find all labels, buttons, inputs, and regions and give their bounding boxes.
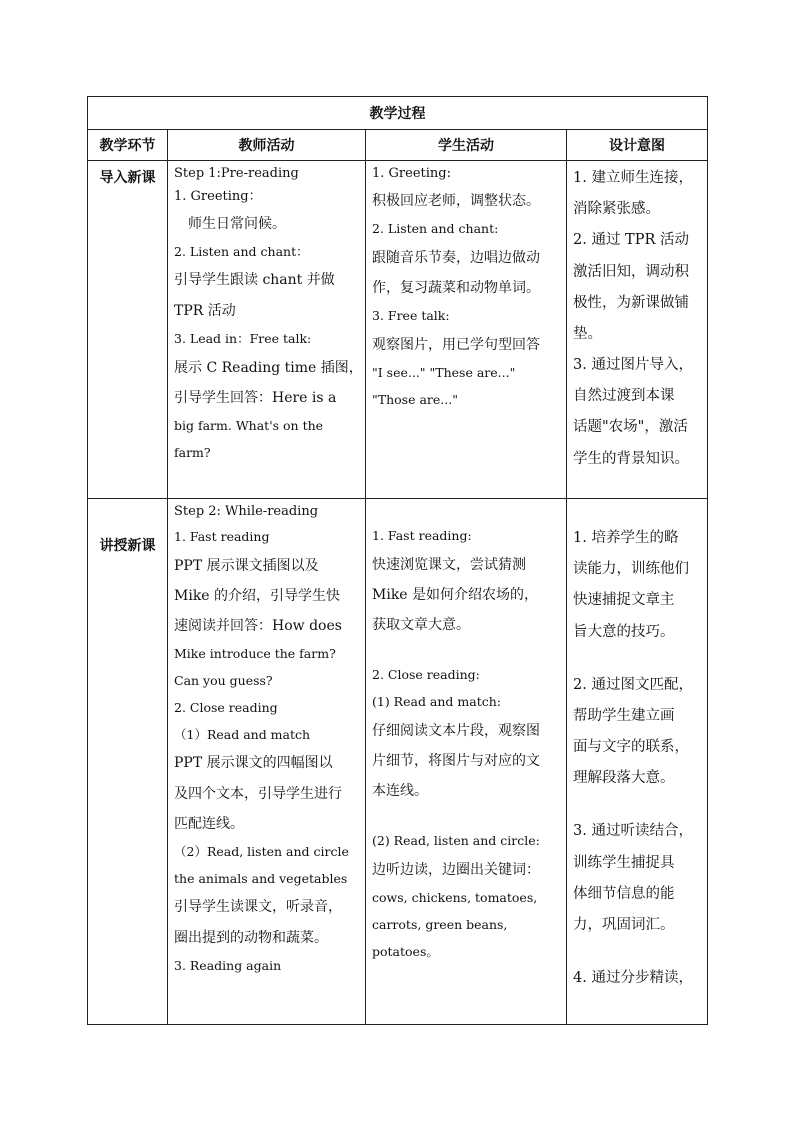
text-line: PPT 展示课文的四幅图以 (174, 755, 333, 772)
text-line: 引导学生读课文，听录音， (174, 899, 342, 916)
text-line: 跟随音乐节奏，边唱边做动 (372, 249, 540, 266)
text-line: 3. Free talk: (372, 307, 450, 323)
text-line: 2. 通过图文匹配， (573, 676, 693, 693)
text-line: 引导学生回答：Here is a (174, 389, 337, 406)
text-line: Mike 的介绍，引导学生快 (174, 587, 341, 604)
text-line: 圈出提到的动物和蔬菜。 (174, 929, 328, 946)
text-line: 话题"农场"，激活 (573, 419, 688, 436)
text-line: 1. Fast reading: (372, 528, 472, 543)
text-line: carrots, green beans, (372, 917, 508, 933)
text-line: 匹配连线。 (174, 815, 244, 832)
text-line: potatoes。 (372, 943, 439, 959)
text-line: 读能力，训练他们 (573, 561, 689, 578)
text-line: 1. Greeting: (372, 166, 451, 181)
spacer (573, 648, 701, 670)
text-line: 2. 通过 TPR 活动 (573, 232, 690, 249)
text-line: "I see..." "These are..." (372, 364, 516, 380)
text-line: 边听边读，边圈出关键词： (372, 862, 540, 879)
text-line: 2. Listen and chant: (372, 220, 499, 236)
text-line: 3. 通过听读结合， (573, 823, 693, 840)
text-line: 3. Reading again (174, 957, 282, 973)
text-line: 积极回应老师，调整状态。 (372, 192, 540, 209)
text-line: 作，复习蔬菜和动物单词。 (372, 279, 540, 296)
table-title: 教学过程 (88, 97, 708, 130)
text-line: 力，巩固词汇。 (573, 916, 675, 933)
spacer (372, 806, 560, 828)
text-line: （2）Read, listen and circle (174, 843, 349, 859)
spacer (372, 501, 560, 523)
text-line: 观察图片，用已学句型回答 (372, 336, 540, 353)
teacher-activity-cell (168, 499, 366, 1025)
text-line: cows, chickens, tomatoes, (372, 890, 538, 906)
stage-cell: 导入新课 (88, 161, 168, 499)
text-line: 4. 通过分步精读， (573, 970, 693, 987)
table-row (88, 499, 708, 1025)
text-line: Mike introduce the farm? (174, 645, 336, 661)
text-line: 速阅读并回答：How does (174, 617, 342, 634)
text-line: 1. 建立师生连接， (573, 170, 693, 186)
lesson-process-table (87, 96, 708, 1025)
text-line: 训练学生捕捉具 (573, 854, 675, 871)
text-line: PPT 展示课文插图以及 (174, 557, 319, 574)
text-line: 体细节信息的能 (573, 885, 675, 902)
text-line: 1. 培养学生的略 (573, 530, 679, 546)
text-line: 2. Listen and chant： (174, 243, 309, 259)
text-line: 展示 C Reading time 插图， (174, 359, 363, 376)
design-intent-cell (567, 499, 708, 1025)
text-line: 旨大意的技巧。 (573, 623, 675, 640)
text-line: 激活旧知，调动积 (573, 263, 689, 280)
text-line: 3. 通过图片导入， (573, 357, 693, 374)
student-activity-cell (366, 499, 567, 1025)
text-line: 片细节，将图片与对应的文 (372, 753, 540, 769)
text-line: farm? (174, 444, 211, 460)
text-line: 获取文章大意。 (372, 617, 470, 634)
text-line: 及四个文本，引导学生进行 (174, 785, 342, 802)
text-line: "Those are..." (372, 391, 458, 407)
text-line: big farm. What's on the (174, 417, 324, 433)
header-design-intent: 设计意图 (567, 130, 708, 161)
text-line: 帮助学生建立画 (573, 707, 675, 724)
text-line: Step 2: While-reading (174, 504, 319, 519)
text-line: 3. Lead in：Free talk: (174, 330, 312, 346)
text-line: 1. Fast reading (174, 528, 270, 544)
text-line: 快速浏览课文，尝试猜测 (372, 556, 526, 573)
text-line: 垫。 (573, 325, 602, 342)
text-line: Mike 是如何介绍农场的， (372, 586, 539, 603)
text-line: (1) Read and match: (372, 694, 501, 710)
header-teacher-activity: 教师活动 (168, 130, 366, 161)
text-line: 消除紧张感。 (573, 201, 660, 218)
text-line: 1. Greeting： (174, 188, 262, 204)
spacer (573, 941, 701, 963)
text-line: 师生日常问候。 (188, 215, 286, 232)
text-line: 自然过渡到本课 (573, 388, 675, 405)
student-activity-cell (366, 161, 567, 499)
text-line: 理解段落大意。 (573, 770, 675, 787)
text-line: (2) Read, listen and circle: (372, 833, 540, 849)
spacer (573, 794, 701, 816)
text-line: Can you guess? (174, 672, 273, 688)
design-intent-cell (567, 161, 708, 499)
text-line: 仔细阅读文本片段，观察图 (372, 722, 540, 739)
text-line: 学生的背景知识。 (573, 450, 689, 467)
text-line: 2. Close reading (174, 699, 278, 715)
teacher-activity-cell (168, 161, 366, 499)
text-line: 极性，为新课做铺 (573, 294, 689, 311)
header-stage: 教学环节 (88, 130, 168, 161)
text-line: （1）Read and match (174, 726, 311, 742)
text-line: TPR 活动 (174, 302, 236, 319)
header-student-activity: 学生活动 (366, 130, 567, 161)
stage-cell: 讲授新课 (88, 499, 168, 1025)
spacer (573, 501, 701, 523)
table-row (88, 161, 708, 499)
text-line: 引导学生跟读 chant 并做 (174, 272, 335, 289)
text-line: 快速捕捉文章主 (573, 592, 675, 609)
spacer (372, 640, 560, 662)
text-line: Step 1:Pre-reading (174, 166, 299, 181)
text-line: 2. Close reading: (372, 667, 480, 683)
text-line: 面与文字的联系， (573, 739, 689, 756)
text-line: the animals and vegetables (174, 870, 348, 886)
text-line: 本连线。 (372, 783, 428, 800)
